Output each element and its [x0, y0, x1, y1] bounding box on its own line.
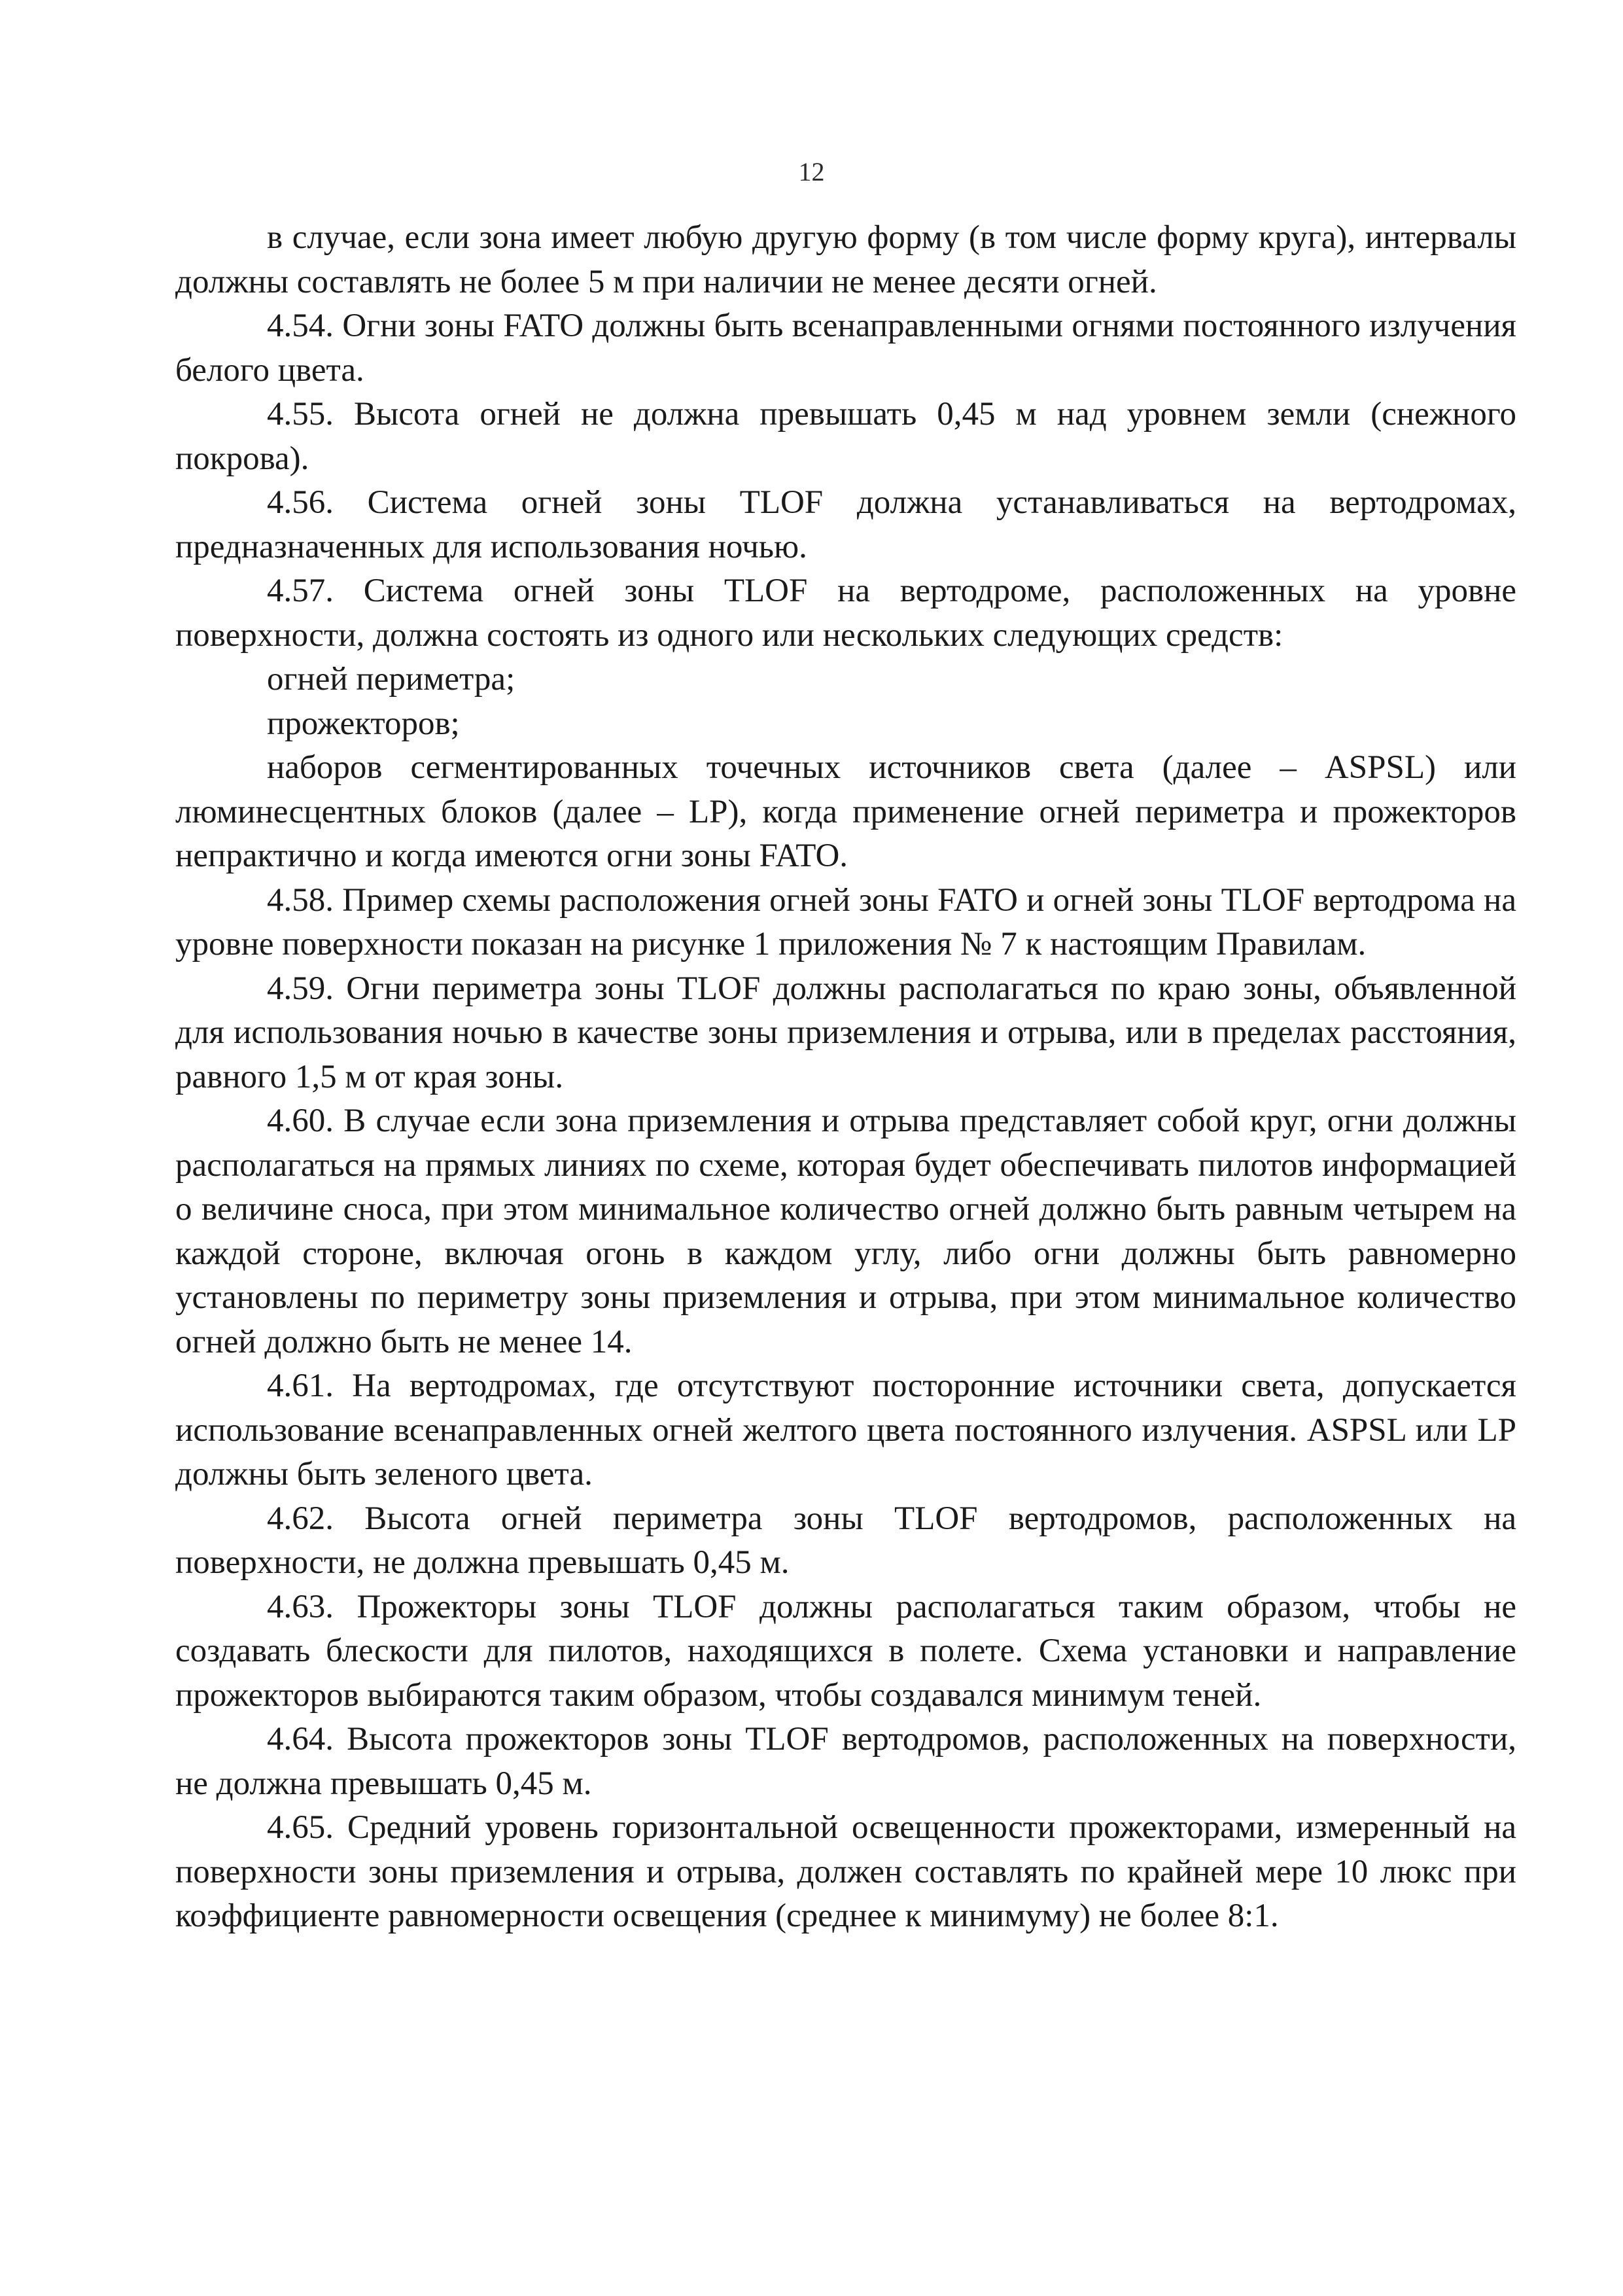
- paragraph-4-56: 4.56. Система огней зоны TLOF должна устанавливаться на вертодромах, предназначенных для использования ночью.: [175, 484, 1516, 565]
- paragraph-continuation: в случае, если зона имеет любую другую форму (в том числе форму круга), интервалы должны составлять не более 5 м при наличии не менее десяти огней.: [175, 219, 1516, 300]
- paragraph-4-65: 4.65. Средний уровень горизонтальной освещенности прожекторами, измеренный на поверхности зоны приземления и отрыва, должен составлять по крайней мере 10 люкс при коэффициенте равномерности освещения (среднее к минимуму) не более 8:1.: [175, 1809, 1516, 1934]
- paragraph-4-63: 4.63. Прожекторы зоны TLOF должны располагаться таким образом, чтобы не создавать блескости для пилотов, находящихся в полете. Схема установки и направление прожекторов выбираются таким образом, чтобы создавался минимум теней.: [175, 1588, 1516, 1714]
- paragraph-4-64: 4.64. Высота прожекторов зоны TLOF вертодромов, расположенных на поверхности, не должна превышать 0,45 м.: [175, 1721, 1516, 1802]
- paragraph-4-62: 4.62. Высота огней периметра зоны TLOF вертодромов, расположенных на поверхности, не должна превышать 0,45 м.: [175, 1500, 1516, 1581]
- list-item-floodlights: прожекторов;: [267, 705, 460, 742]
- paragraph-4-61: 4.61. На вертодромах, где отсутствуют посторонние источники света, допускается использование всенаправленных огней желтого цвета постоянного излучения. ASPSL или LP должны быть зеленого цвета.: [175, 1368, 1516, 1492]
- paragraph-4-60: 4.60. В случае если зона приземления и отрыва представляет собой круг, огни должны располагаться на прямых линиях по схеме, которая будет обеспечивать пилотов информацией о величине сноса, при этом минимальное количество огней должно быть равным четырем на каждой стороне, включая огонь в каждом углу, либо огни должны быть равномерно установлены по периметру зоны приземления и отрыва, при этом минимальное количество огней должно быть не менее 14.: [175, 1103, 1516, 1360]
- page-number: 12: [798, 157, 825, 186]
- paragraph-4-57: 4.57. Система огней зоны TLOF на вертодроме, расположенных на уровне поверхности, должна состоять из одного или нескольких следующих средств:: [175, 573, 1516, 654]
- paragraph-4-54: 4.54. Огни зоны FATO должны быть всенаправленными огнями постоянного излучения белого цвета.: [175, 308, 1516, 389]
- paragraph-4-58: 4.58. Пример схемы расположения огней зоны FATO и огней зоны TLOF вертодрома на уровне поверхности показан на рисунке 1 приложения № 7 к настоящим Правилам.: [175, 881, 1516, 963]
- document-body: [175, 216, 1516, 1939]
- list-item-perimeter-lights: огней периметра;: [267, 661, 515, 698]
- paragraph-4-59: 4.59. Огни периметра зоны TLOF должны располагаться по краю зоны, объявленной для использования ночью в качестве зоны приземления и отрыва, или в пределах расстояния, равного 1,5 м от края зоны.: [175, 970, 1516, 1095]
- paragraph-4-55: 4.55. Высота огней не должна превышать 0,45 м над уровнем земли (снежного покрова).: [175, 396, 1516, 477]
- list-item-aspsl-lp: наборов сегментированных точечных источников света (далее – ASPSL) или люминесцентных блоков (далее – LP), когда применение огней периметра и прожекторов непрактично и когда имеются огни зоны FATO.: [175, 749, 1516, 874]
